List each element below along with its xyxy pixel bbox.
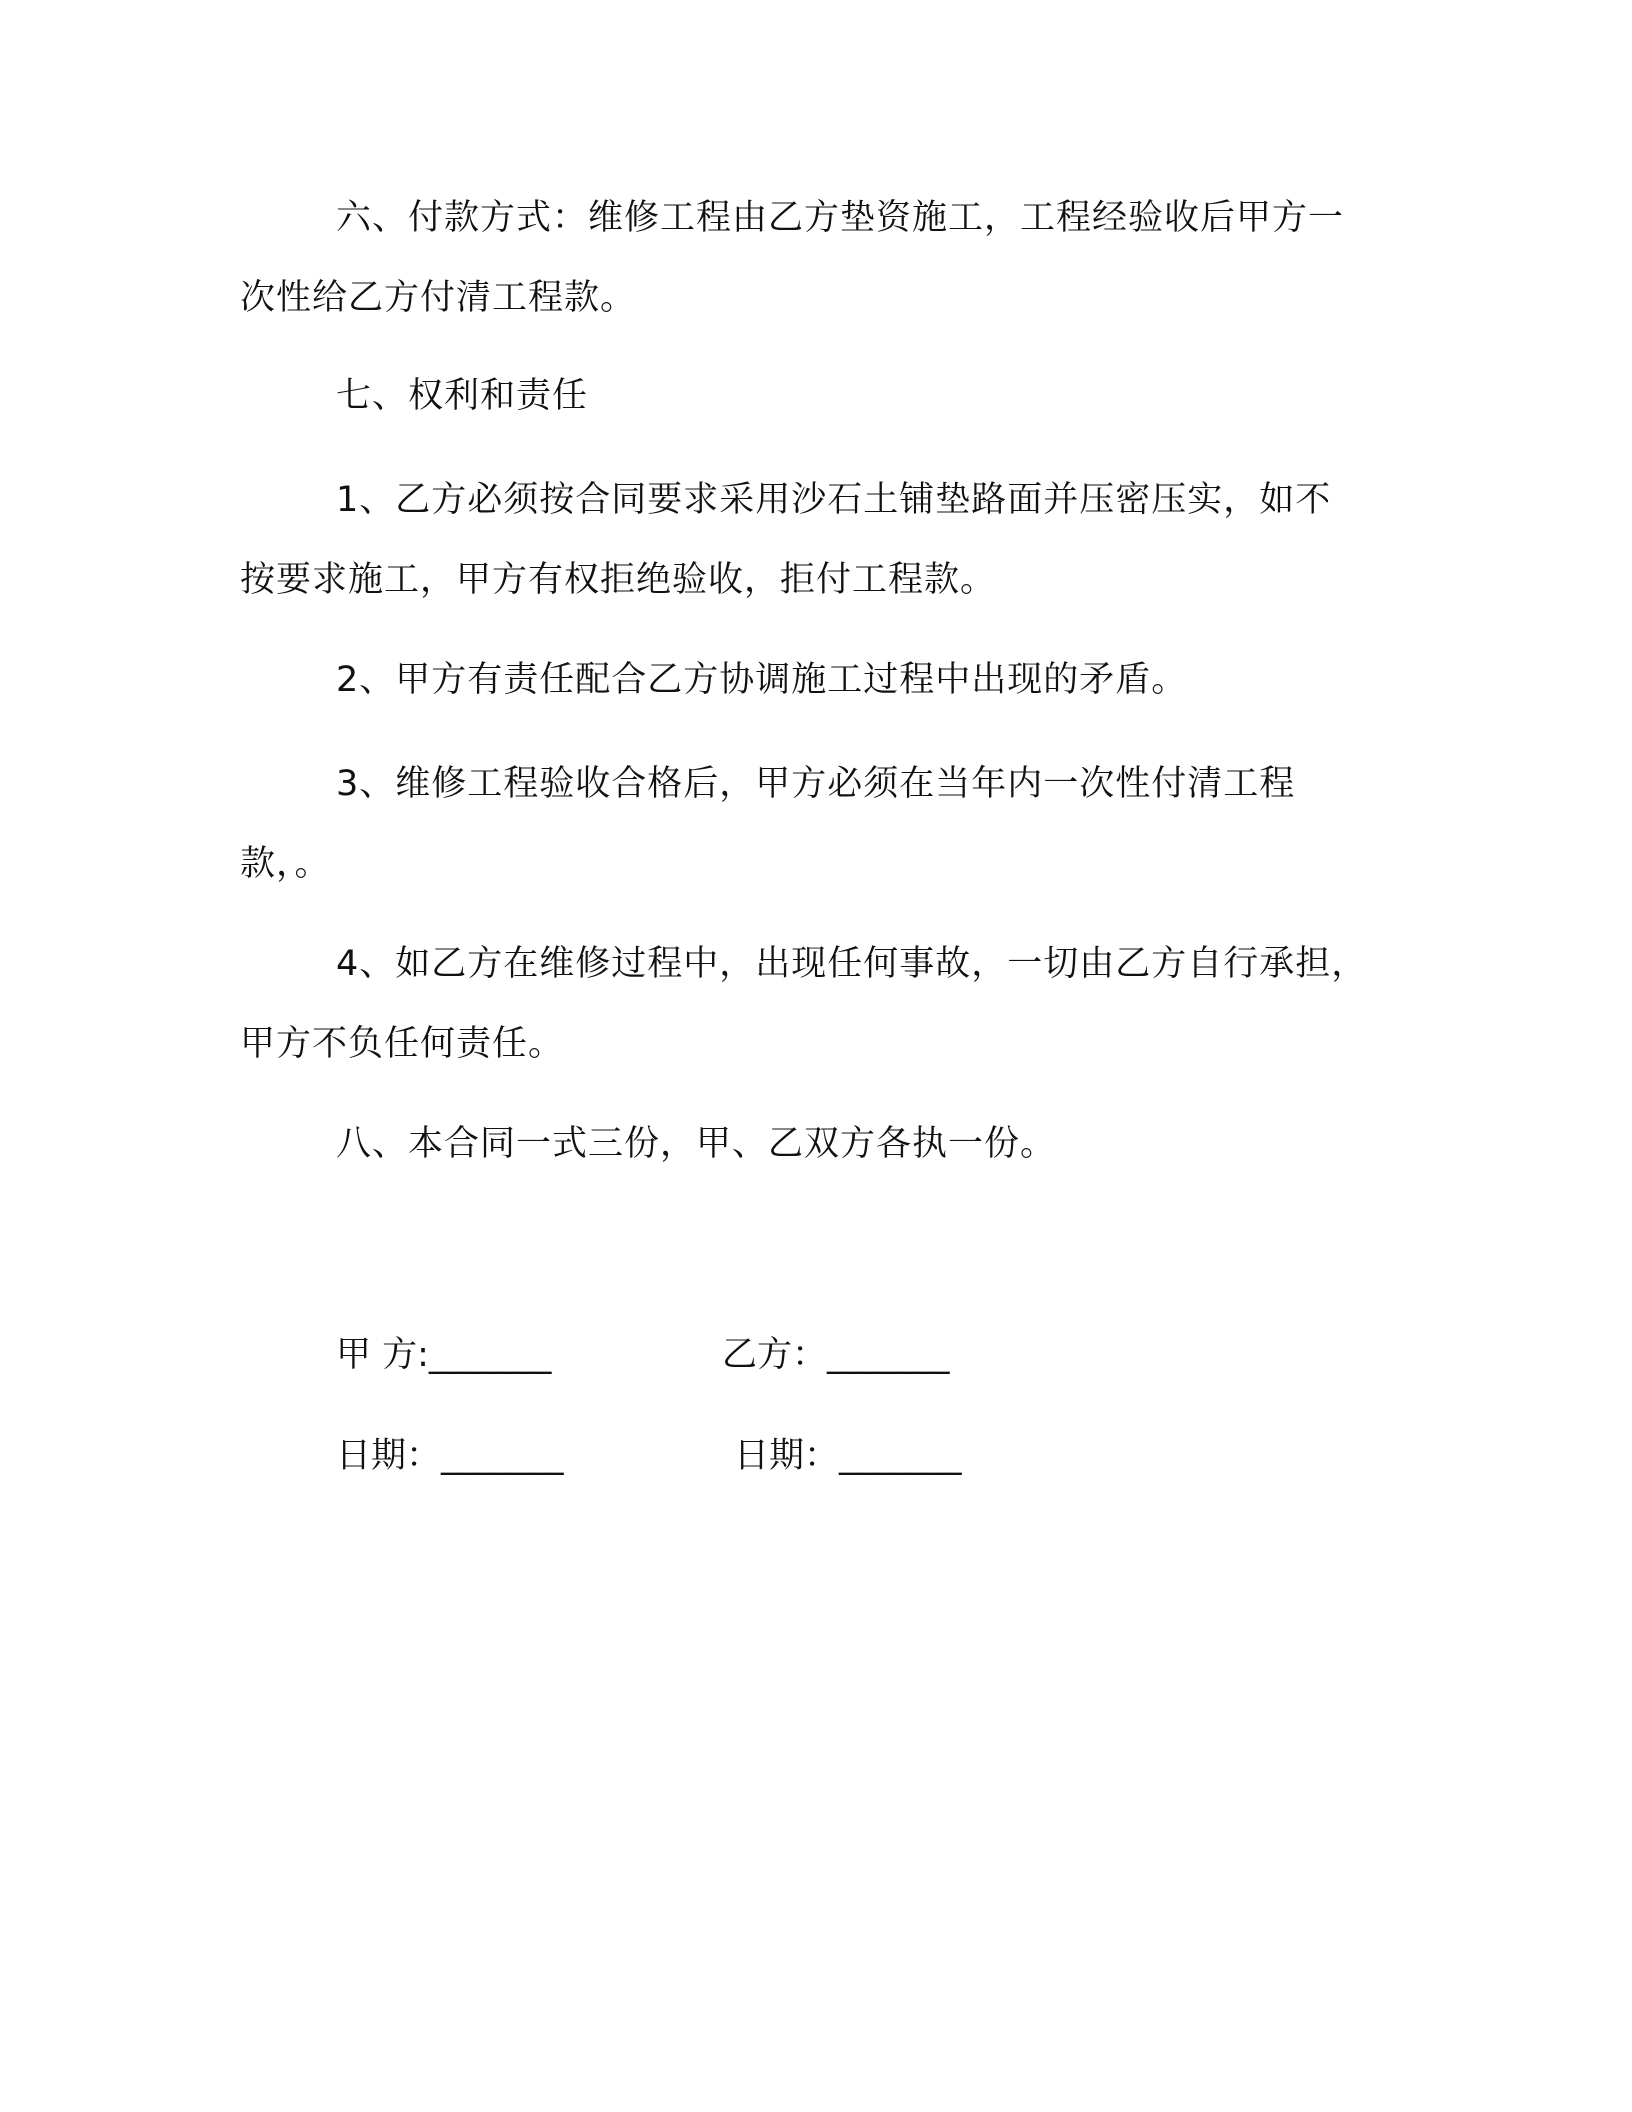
clause-line: 1、乙方必须按合同要求采用沙石土铺垫路面并压密压实，如不 [336, 480, 1332, 520]
clause-line: 3、维修工程验收合格后，甲方必须在当年内一次性付清工程 [336, 764, 1296, 804]
clause-copies [240, 1104, 1390, 1184]
clause-line: 六、付款方式：维修工程由乙方垫资施工，工程经验收后甲方一 [336, 198, 1345, 238]
party-b-date: 日期：_______ [734, 1436, 962, 1476]
signature-row-dates [0, 1426, 1632, 1486]
party-a-date: 日期：_______ [336, 1436, 564, 1476]
party-b-signature: 乙方：_______ [722, 1335, 950, 1375]
clause-line: 八、本合同一式三份，甲、乙双方各执一份。 [336, 1124, 1057, 1164]
clause-line: 款，。 [240, 844, 331, 884]
clause-line: 4、如乙方在维修过程中，出现任何事故，一切由乙方自行承担， [336, 944, 1368, 984]
clause-line: 按要求施工，甲方有权拒绝验收，拒付工程款。 [240, 560, 997, 600]
clause-item-4 [240, 924, 1390, 1084]
clause-item-1 [240, 460, 1390, 620]
clause-line: 七、权利和责任 [336, 376, 589, 416]
party-a-signature: 甲 方:_______ [336, 1335, 552, 1375]
clause-item-3 [240, 744, 1390, 904]
clause-line: 甲方不负任何责任。 [240, 1024, 565, 1064]
clause-item-2 [240, 640, 1390, 720]
clause-line: 2、甲方有责任配合乙方协调施工过程中出现的矛盾。 [336, 660, 1188, 700]
clause-line: 次性给乙方付清工程款。 [240, 278, 637, 318]
clause-rights-heading [240, 356, 1390, 436]
clause-payment-method [240, 178, 1390, 338]
signature-row-parties [0, 1325, 1632, 1385]
